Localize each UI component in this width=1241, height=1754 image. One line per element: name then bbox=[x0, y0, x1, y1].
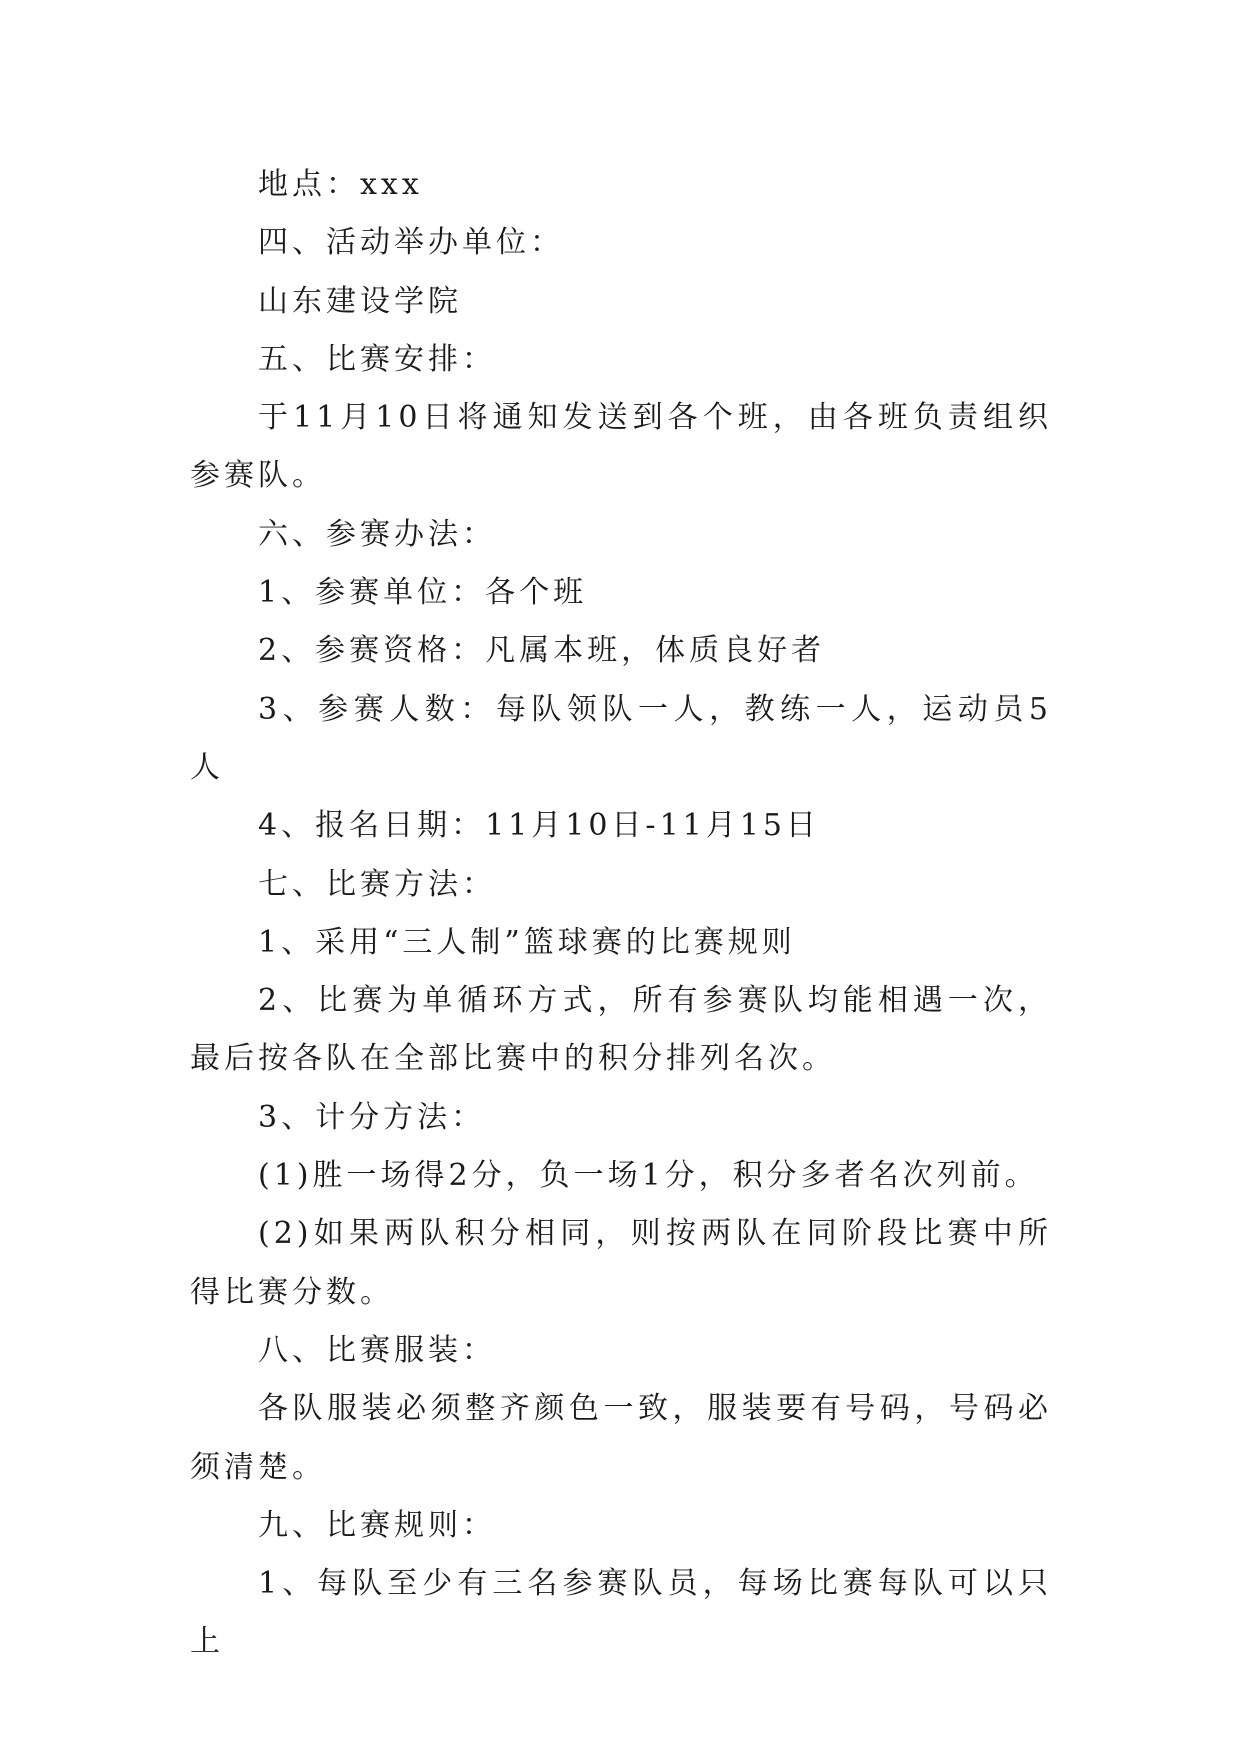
heading-participation: 六、参赛办法： bbox=[258, 516, 496, 552]
list-item-units: 1、参赛单位：各个班 bbox=[258, 575, 588, 611]
list-item-registration-date: 4、报名日期：11月10日-11月15日 bbox=[258, 808, 820, 844]
list-item-team-members: 1、每队至少有三名参赛队员，每场比赛每队可以只上 bbox=[190, 1566, 1052, 1660]
paragraph-uniform: 各队服装必须整齐颜色一致，服装要有号码，号码必须清楚。 bbox=[190, 1391, 1052, 1485]
sub-item-win-loss: (1)胜一场得2分，负一场1分，积分多者名次列前。 bbox=[258, 1158, 1039, 1194]
paragraph-location: 地点：xxx bbox=[258, 167, 423, 202]
list-item-round-robin: 2、比赛为单循环方式，所有参赛队均能相遇一次，最后按各队在全部比赛中的积分排列名次。 bbox=[190, 983, 1052, 1077]
heading-organizer: 四、活动举办单位： bbox=[258, 225, 564, 261]
heading-schedule: 五、比赛安排： bbox=[258, 341, 496, 377]
heading-rules: 九、比赛规则： bbox=[258, 1507, 496, 1543]
paragraph-organizer-name: 山东建设学院 bbox=[258, 283, 462, 319]
document-body bbox=[190, 156, 1052, 1672]
heading-uniform: 八、比赛服装： bbox=[258, 1332, 496, 1368]
sub-item-tie-break: (2)如果两队积分相同，则按两队在同阶段比赛中所得比赛分数。 bbox=[190, 1216, 1052, 1310]
list-item-scoring: 3、计分方法： bbox=[258, 1099, 486, 1135]
heading-method: 七、比赛方法： bbox=[258, 866, 496, 902]
list-item-eligibility: 2、参赛资格：凡属本班，体质良好者 bbox=[258, 633, 826, 669]
list-item-rules-format: 1、采用“三人制”篮球赛的比赛规则 bbox=[258, 924, 796, 960]
list-item-team-size: 3、参赛人数：每队领队一人，教练一人，运动员5人 bbox=[190, 691, 1052, 785]
paragraph-schedule: 于11月10日将通知发送到各个班，由各班负责组织参赛队。 bbox=[190, 400, 1052, 494]
